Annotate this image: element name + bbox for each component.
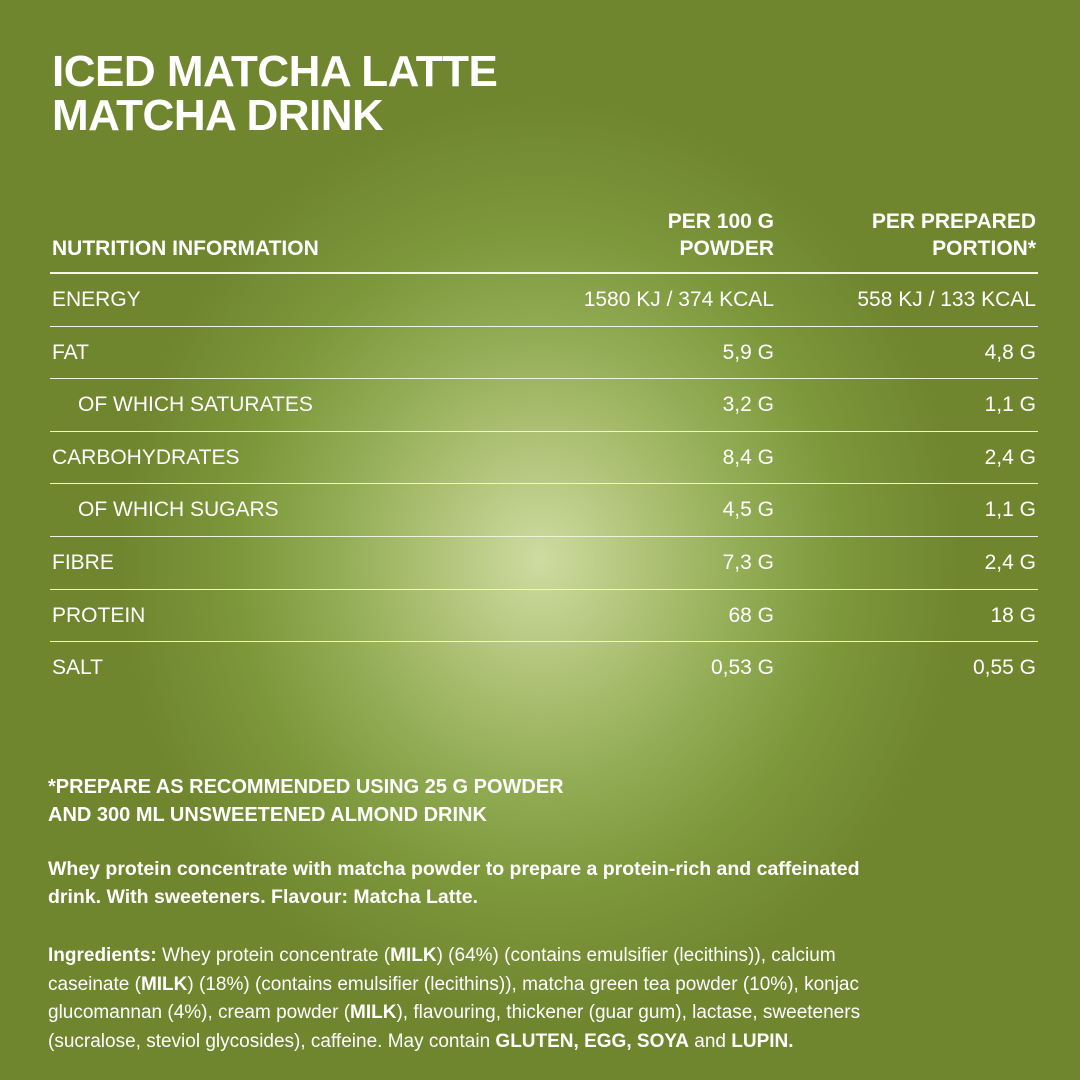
ingredients-text-part: (sucralose, steviol glycosides), caffeine. May contain [48,1030,496,1052]
row-value-per-portion: 4,8 G [984,340,1036,364]
ingredients-text [48,942,1048,1056]
preparation-footnote [48,773,748,829]
table-row-carbohydrates [50,432,1038,485]
row-value-per-portion: 1,1 G [984,498,1036,522]
row-label: FIBRE [52,550,114,574]
row-value-per-portion: 2,4 G [984,445,1036,469]
table-row-saturates [50,379,1038,432]
header-per-portion-line-2: PORTION* [932,237,1036,260]
row-label: ENERGY [52,288,141,311]
ingredients-label: Ingredients: [48,945,157,966]
table-row-protein [50,590,1038,643]
product-title-line-2: MATCHA DRINK [52,91,384,140]
ingredients-line-4 [48,1028,1048,1057]
row-label: OF WHICH SUGARS [78,498,279,522]
allergen-milk: MILK [140,973,188,995]
row-value-per-portion: 1,1 G [984,393,1036,417]
allergen-egg: EGG [584,1030,627,1052]
row-label: CARBOHYDRATES [52,445,240,469]
row-value-per-100g: 3,2 G [722,393,774,417]
description-line-1: Whey protein concentrate with matcha powder to prepare a protein-rich and caffeinated [48,858,860,880]
ingredients-text-part: and [689,1030,732,1052]
row-value-per-100g: 4,5 G [722,498,774,522]
row-value-per-100g: 7,3 G [722,550,774,574]
allergen-milk: MILK [390,945,437,966]
ingredients-text-part: ) (18%) (contains emulsifier (lecithins)), matcha green tea powder (10%), konjac [187,973,859,995]
table-row-salt [50,642,1038,694]
row-label: FAT [52,340,89,364]
nutrition-table [50,208,1038,694]
allergen-soya: SOYA [636,1030,689,1052]
header-per-100g-line-2: POWDER [679,237,774,260]
row-value-per-100g: 1580 KJ / 374 KCAL [583,288,774,311]
row-label: PROTEIN [52,603,146,627]
row-value-per-portion: 18 G [990,603,1036,627]
allergen-gluten: GLUTEN [495,1030,574,1052]
row-value-per-portion: 558 KJ / 133 KCAL [857,288,1036,311]
ingredients-line-3 [48,999,1048,1028]
nutrition-table-header [50,208,1038,274]
ingredients-text-part: ) (64%) (contains emulsifier (lecithins)), calcium [436,945,836,966]
ingredients-text-part: Whey protein concentrate ( [156,945,391,966]
allergen-lupin: LUPIN. [731,1030,794,1052]
table-row-energy [50,274,1038,327]
table-row-fat [50,327,1038,380]
header-per-portion-line-1: PER PREPARED [871,210,1036,233]
product-description [48,855,1038,911]
ingredients-text-part: glucomannan (4%), cream powder ( [48,1002,351,1023]
row-value-per-100g: 0,53 G [710,656,774,680]
footnote-line-2: AND 300 ML UNSWEETENED ALMOND DRINK [48,804,487,826]
row-value-per-100g: 8,4 G [722,445,774,469]
row-label: OF WHICH SATURATES [78,393,313,417]
header-per-portion [872,208,1036,262]
ingredients-text-part: ), flavouring, thickener (guar gum), lactase, sweeteners [396,1002,861,1023]
header-per-100g-line-1: PER 100 G [667,210,774,233]
row-value-per-portion: 2,4 G [984,550,1036,574]
product-title [52,47,498,140]
row-value-per-portion: 0,55 G [972,656,1036,680]
ingredients-line-1 [48,942,1048,971]
ingredients-text-part: caseinate ( [48,973,141,995]
header-per-100g [668,208,774,262]
row-value-per-100g: 68 G [728,603,774,627]
row-value-per-100g: 5,9 G [722,340,774,364]
table-row-fibre [50,537,1038,590]
allergen-separator: , [626,1030,637,1052]
allergen-milk: MILK [350,1002,397,1023]
table-row-sugars [50,484,1038,537]
ingredients-line-2 [48,971,1048,1000]
header-nutrition-information: NUTRITION INFORMATION [52,237,319,260]
row-label: SALT [52,656,103,680]
description-line-2: drink. With sweeteners. Flavour: Matcha Latte. [48,886,478,908]
allergen-separator: , [573,1030,585,1052]
footnote-line-1: *PREPARE AS RECOMMENDED USING 25 G POWDER [48,776,564,798]
product-title-line-1: ICED MATCHA LATTE [52,47,498,96]
